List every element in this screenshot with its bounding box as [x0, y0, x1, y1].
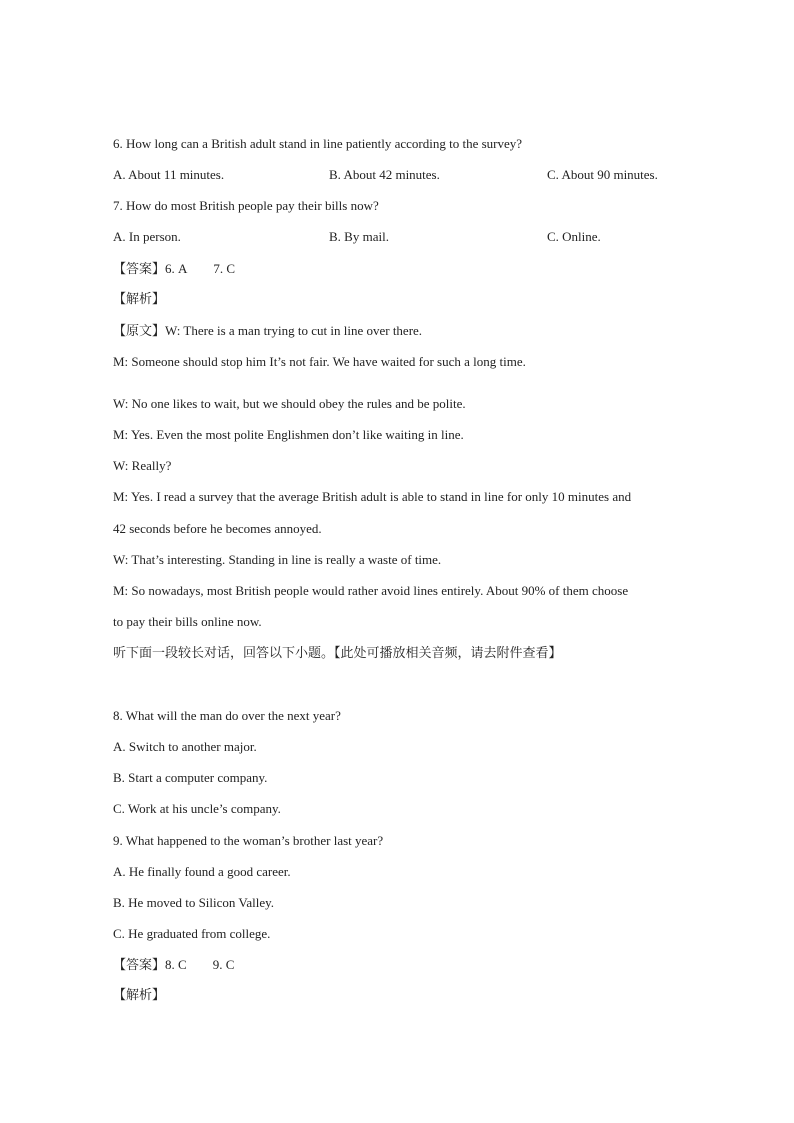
listening-instruction: 听下面一段较长对话，回答以下小题。【此处可播放相关音频，请去附件查看】 — [113, 646, 562, 661]
question-9-option-a: A. He finally found a good career. — [113, 864, 291, 879]
question-7: 7. How do most British people pay their bills now? — [113, 198, 379, 213]
answer-6: 6. A — [165, 261, 188, 276]
transcript-line-1 — [113, 323, 422, 340]
transcript-line-8: W: That’s interesting. Standing in line is really a waste of time. — [113, 552, 442, 567]
question-8: 8. What will the man do over the next year? — [113, 708, 341, 723]
transcript-line-10: to pay their bills online now. — [113, 614, 262, 629]
transcript-label: 【原文】 — [113, 324, 166, 339]
option-c: C. About 90 minutes. — [547, 167, 658, 182]
option-a: A. In person. — [113, 229, 181, 244]
question-8-option-a: A. Switch to another major. — [113, 739, 257, 754]
question-9: 9. What happened to the woman’s brother last year? — [113, 833, 384, 848]
option-c: C. Online. — [547, 229, 601, 244]
analysis-label: 【解析】 — [113, 988, 166, 1003]
transcript-line-4: M: Yes. Even the most polite Englishmen don’t like waiting in line. — [113, 427, 464, 442]
answer-label: 【答案】 — [113, 262, 166, 277]
answer-line-1 — [113, 261, 235, 278]
question-9-option-b: B. He moved to Silicon Valley. — [113, 895, 275, 910]
question-8-option-b: B. Start a computer company. — [113, 770, 268, 785]
transcript-line-9: M: So nowadays, most British people would rather avoid lines entirely. About 90% of them choose — [113, 583, 629, 598]
question-8-option-c: C. Work at his uncle’s company. — [113, 801, 281, 816]
transcript-line-2: M: Someone should stop him It’s not fair. We have waited for such a long time. — [113, 354, 526, 369]
transcript-line-3: W: No one likes to wait, but we should obey the rules and be polite. — [113, 396, 466, 411]
answer-7: 7. C — [213, 261, 236, 276]
transcript-line-5: W: Really? — [113, 458, 172, 473]
transcript-line-7: 42 seconds before he becomes annoyed. — [113, 521, 322, 536]
answer-label: 【答案】 — [113, 958, 166, 973]
question-9-option-c: C. He graduated from college. — [113, 926, 271, 941]
answer-8: 8. C — [165, 957, 187, 972]
option-b: B. By mail. — [329, 229, 389, 244]
analysis-label: 【解析】 — [113, 292, 166, 307]
transcript-text: W: There is a man trying to cut in line over there. — [165, 323, 423, 338]
question-6: 6. How long can a British adult stand in line patiently according to the survey? — [113, 136, 523, 151]
option-b: B. About 42 minutes. — [329, 167, 440, 182]
answer-9: 9. C — [212, 957, 235, 972]
option-a: A. About 11 minutes. — [113, 167, 225, 182]
answer-line-2 — [113, 957, 234, 974]
transcript-line-6: M: Yes. I read a survey that the average British adult is able to stand in line for only 10 minutes and — [113, 489, 632, 504]
